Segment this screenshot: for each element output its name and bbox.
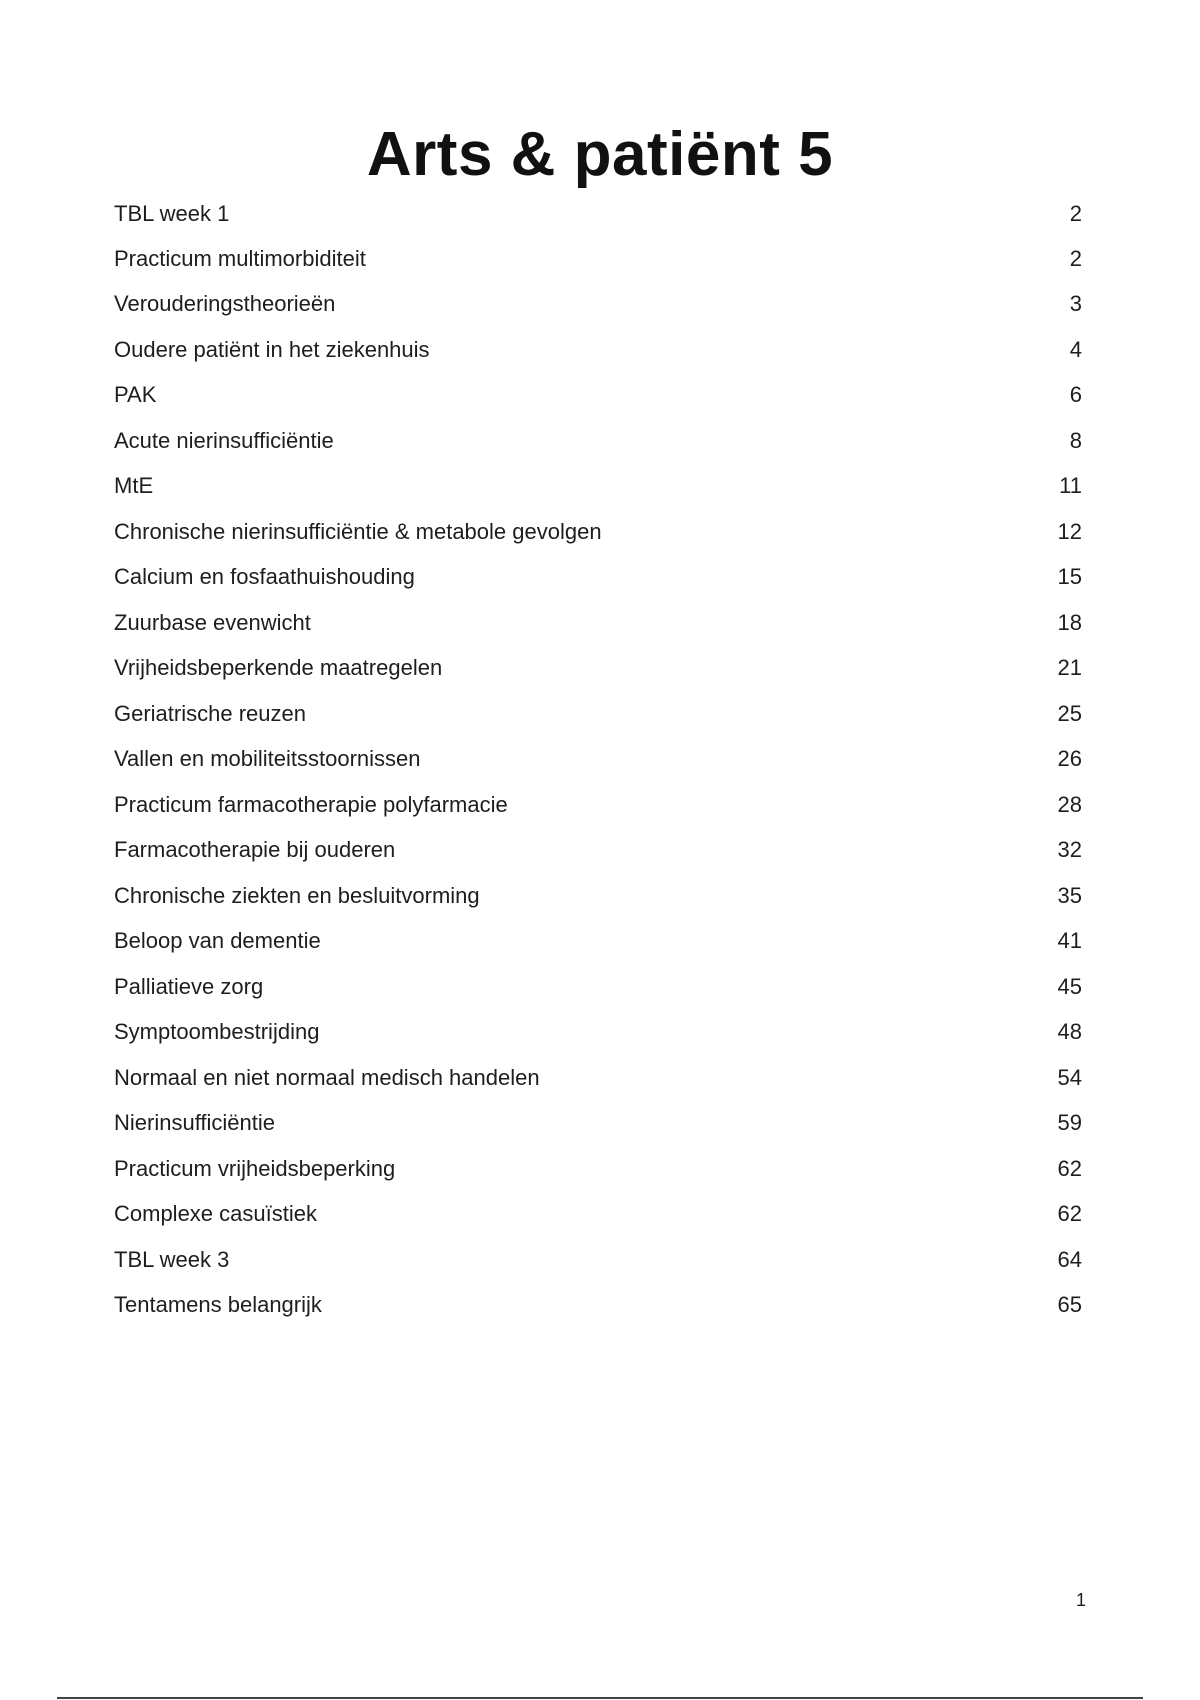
toc-entry-page: 3 [1069,291,1082,317]
toc-entry[interactable] [114,509,1082,555]
toc-entry-page: 65 [1057,1292,1082,1318]
toc-entry-page: 6 [1069,382,1082,408]
toc-entry-label: Normaal en niet normaal medisch handelen [114,1064,540,1090]
toc-entry-label: Chronische nierinsufficiëntie & metabole gevolgen [114,518,602,544]
toc-entry-page: 25 [1057,700,1082,726]
toc-entry[interactable] [114,1237,1082,1283]
toc-entry-label: PAK [114,382,157,408]
toc-entry[interactable] [114,191,1082,236]
toc-entry[interactable] [114,828,1082,874]
toc-entry-label: Palliatieve zorg [114,973,264,999]
toc-entry-label: Farmacotherapie bij ouderen [114,837,396,863]
toc-entry[interactable] [114,691,1082,737]
toc-entry-page: 62 [1057,1201,1082,1227]
toc-entry-page: 59 [1057,1110,1082,1136]
toc-entry[interactable] [114,873,1082,919]
toc-entry-label: Symptoombestrijding [114,1019,320,1045]
toc-entry-page: 11 [1059,473,1082,499]
toc-entry-page: 45 [1057,973,1082,999]
page-number: 1 [1075,1590,1086,1610]
toc-entry-label: Calcium en fosfaathuishouding [114,564,415,590]
toc-entry[interactable] [114,1101,1082,1147]
toc-entry[interactable] [114,600,1082,646]
toc-entry[interactable] [114,782,1082,828]
page-title: Arts & patiënt 5 [366,120,834,189]
table-of-contents [114,191,1082,1328]
toc-entry-label: Vrijheidsbeperkende maatregelen [114,655,443,681]
toc-entry-label: Practicum vrijheidsbeperking [114,1155,396,1181]
toc-entry-page: 12 [1057,518,1082,544]
toc-entry[interactable] [114,1283,1082,1329]
toc-entry[interactable] [114,919,1082,965]
toc-entry-label: Geriatrische reuzen [114,700,306,726]
toc-entry-label: Complexe casuïstiek [114,1201,317,1227]
toc-entry-label: Zuurbase evenwicht [114,609,311,635]
toc-entry[interactable] [114,282,1082,328]
toc-entry-page: 15 [1057,564,1082,590]
toc-entry-page: 54 [1057,1064,1082,1090]
toc-entry-page: 18 [1057,609,1082,635]
toc-entry-label: Oudere patiënt in het ziekenhuis [114,336,430,362]
toc-entry[interactable] [114,373,1082,419]
toc-entry-label: Practicum farmacotherapie polyfarmacie [114,791,508,817]
toc-entry-label: TBL week 1 [114,200,230,226]
toc-entry-label: Nierinsufficiëntie [114,1110,276,1136]
toc-entry-label: Verouderingstheorieën [114,291,336,317]
toc-entry[interactable] [114,1055,1082,1101]
toc-entry-page: 26 [1057,746,1082,772]
toc-entry-label: Chronische ziekten en besluitvorming [114,882,480,908]
toc-entry-label: Tentamens belangrijk [114,1292,322,1318]
toc-entry[interactable] [114,236,1082,282]
toc-entry-page: 2 [1069,200,1082,226]
toc-entry-page: 4 [1069,336,1082,362]
toc-entry-label: Vallen en mobiliteitsstoornissen [114,746,421,772]
footer-divider [57,1697,1143,1699]
toc-entry-page: 35 [1057,882,1082,908]
toc-entry[interactable] [114,1192,1082,1238]
toc-entry-label: TBL week 3 [114,1246,230,1272]
toc-entry[interactable] [114,1010,1082,1056]
toc-entry[interactable] [114,555,1082,601]
toc-entry[interactable] [114,646,1082,692]
toc-entry-page: 8 [1069,427,1082,453]
toc-entry[interactable] [114,964,1082,1010]
toc-entry-page: 2 [1069,245,1082,271]
toc-entry-page: 41 [1057,928,1082,954]
toc-entry-page: 62 [1057,1155,1082,1181]
toc-entry-page: 21 [1057,655,1082,681]
toc-entry[interactable] [114,737,1082,783]
toc-entry-label: MtE [114,473,154,499]
toc-entry[interactable] [114,1146,1082,1192]
toc-entry[interactable] [114,418,1082,464]
toc-entry-label: Practicum multimorbiditeit [114,245,366,271]
toc-entry[interactable] [114,464,1082,510]
toc-entry-page: 64 [1057,1246,1082,1272]
toc-entry-label: Beloop van dementie [114,928,321,954]
toc-entry-page: 28 [1057,791,1082,817]
toc-entry[interactable] [114,327,1082,373]
toc-entry-page: 48 [1057,1019,1082,1045]
toc-entry-page: 32 [1057,837,1082,863]
toc-entry-label: Acute nierinsufficiëntie [114,427,334,453]
